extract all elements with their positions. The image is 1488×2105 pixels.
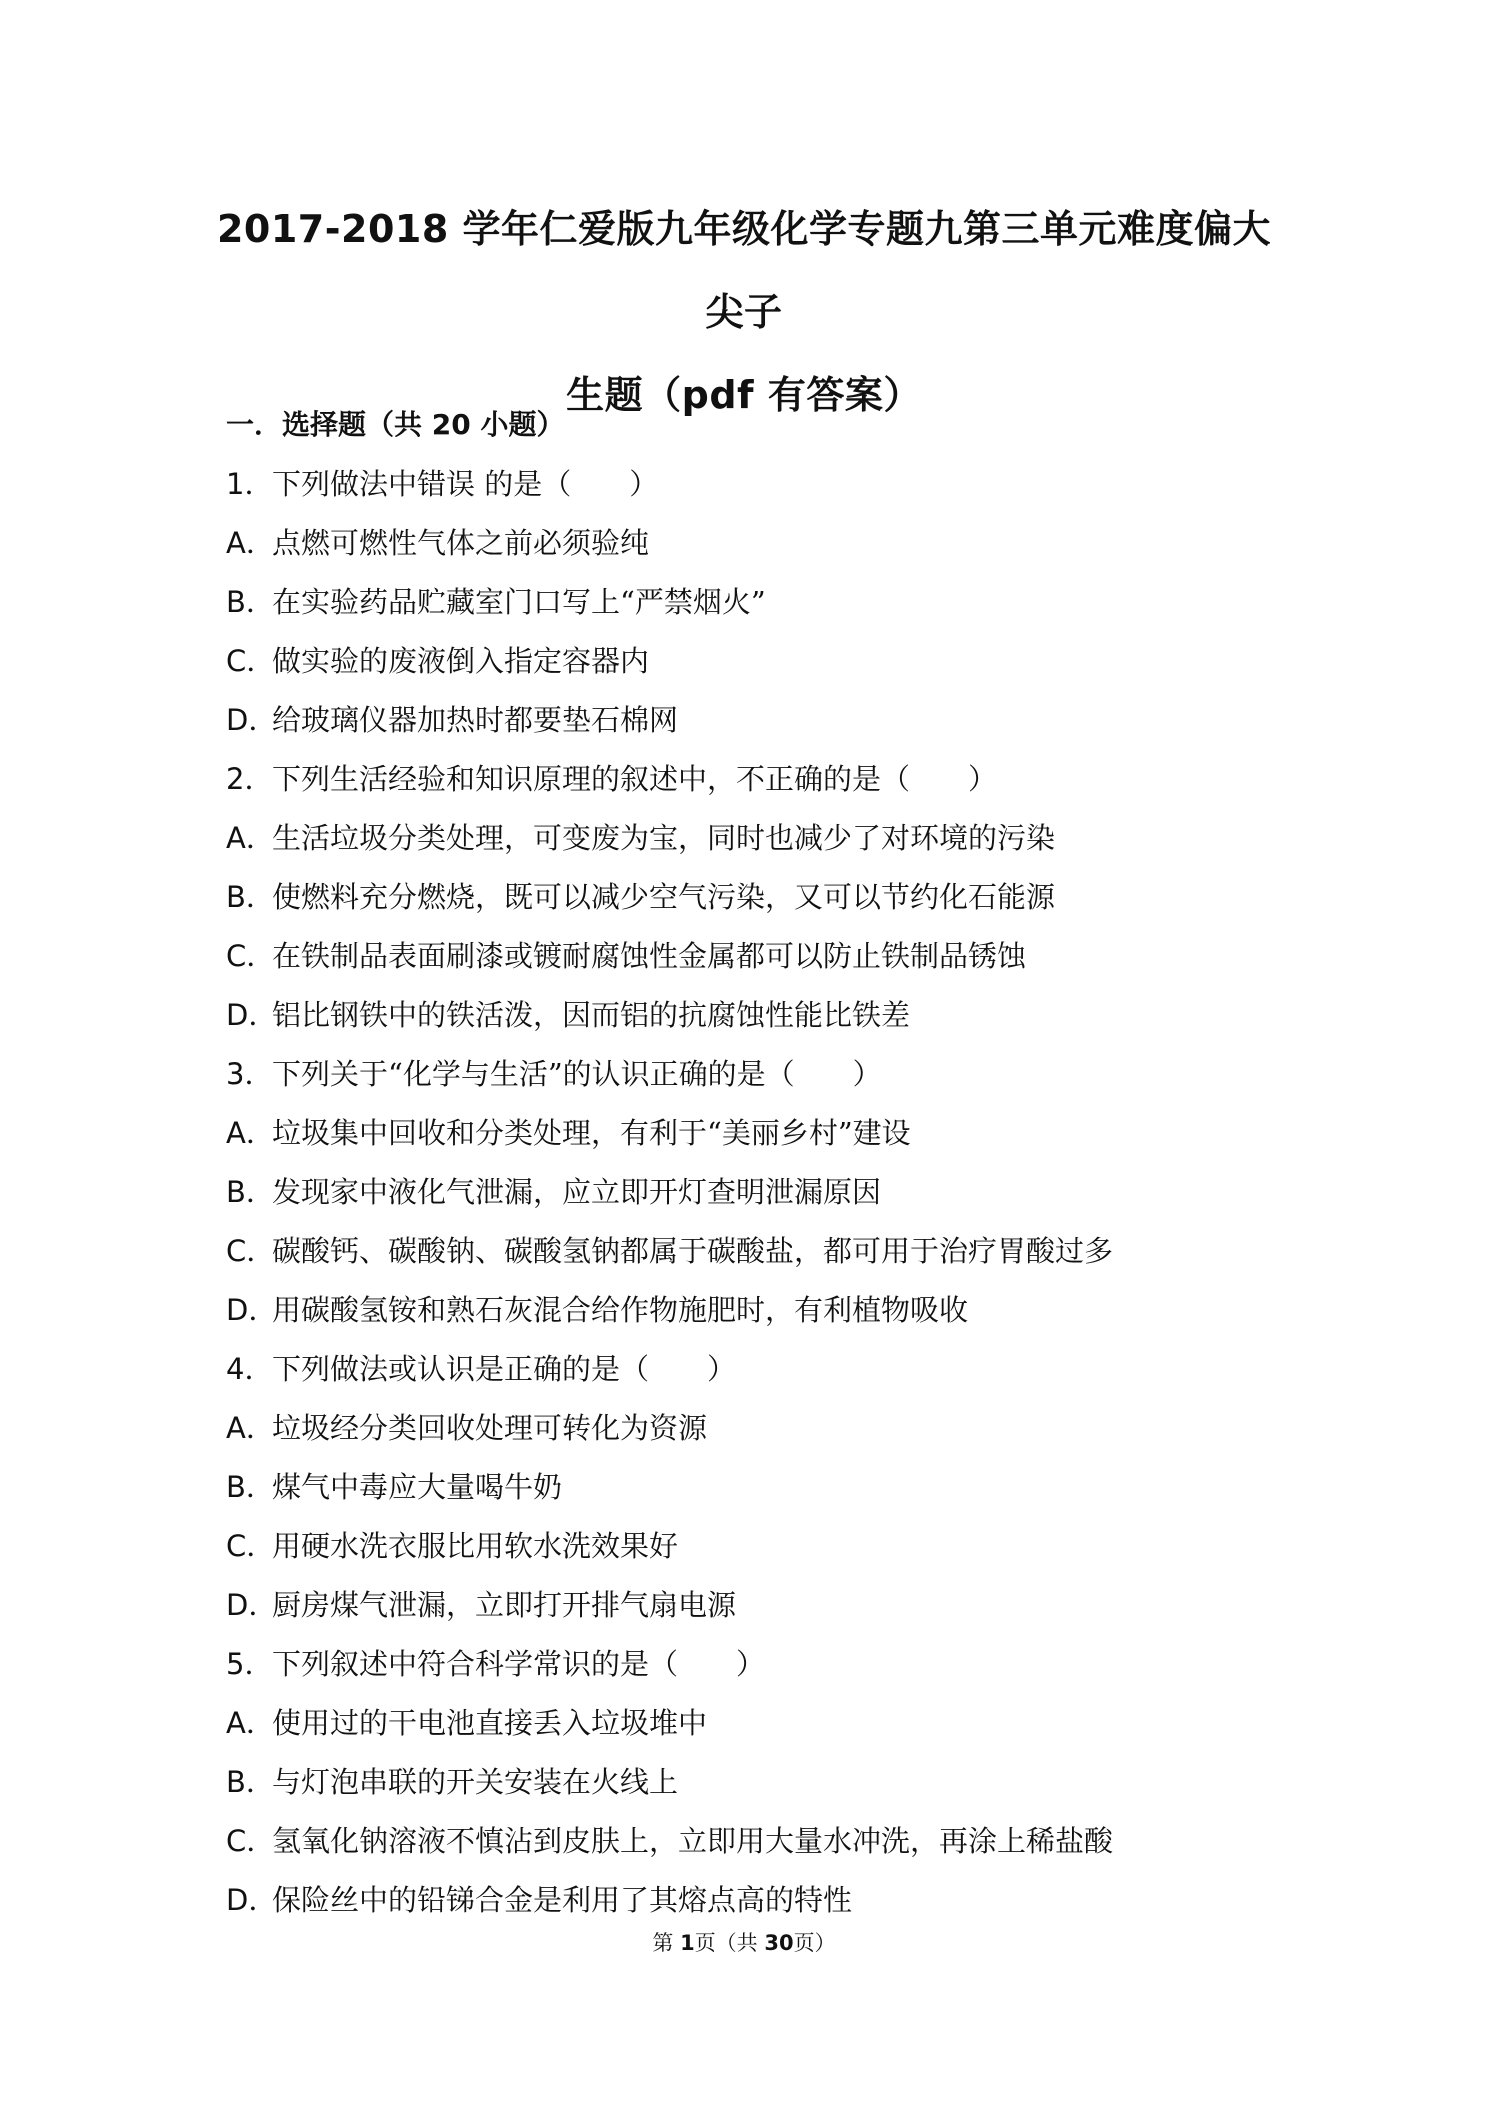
option-text: 与灯泡串联的开关安装在火线上 bbox=[272, 1765, 679, 1799]
option-label: B． bbox=[226, 880, 275, 914]
question-number: 4． bbox=[226, 1352, 274, 1386]
option-label: B． bbox=[226, 1470, 275, 1504]
option-line bbox=[226, 809, 1286, 868]
option-label: A． bbox=[226, 1411, 275, 1445]
option-label: C． bbox=[226, 939, 276, 973]
option-text: 氢氧化钠溶液不慎沾到皮肤上，立即用大量水冲洗，再涂上稀盐酸 bbox=[272, 1824, 1114, 1858]
option-text: 生活垃圾分类处理，可变废为宝，同时也减少了对环境的污染 bbox=[272, 821, 1056, 855]
option-text: 垃圾经分类回收处理可转化为资源 bbox=[272, 1411, 708, 1445]
option-text: 发现家中液化气泄漏，应立即开灯查明泄漏原因 bbox=[272, 1175, 882, 1209]
footer-prefix: 第 bbox=[652, 1931, 681, 1955]
option-text: 厨房煤气泄漏，立即打开排气扇电源 bbox=[272, 1588, 737, 1622]
option-label: C． bbox=[226, 1529, 276, 1563]
option-line bbox=[226, 1694, 1286, 1753]
option-label: C． bbox=[226, 1824, 276, 1858]
option-line bbox=[226, 514, 1286, 573]
option-label: D． bbox=[226, 1588, 278, 1622]
option-label: B． bbox=[226, 585, 275, 619]
option-label: D． bbox=[226, 703, 278, 737]
option-text: 使用过的干电池直接丢入垃圾堆中 bbox=[272, 1706, 708, 1740]
question-number: 3． bbox=[226, 1057, 274, 1091]
option-line bbox=[226, 1871, 1286, 1930]
option-line bbox=[226, 927, 1286, 986]
question-text: 下列生活经验和知识原理的叙述中，不正确的是（ ） bbox=[272, 762, 998, 796]
option-text: 垃圾集中回收和分类处理，有利于“美丽乡村”建设 bbox=[272, 1116, 911, 1150]
question-stem bbox=[226, 1340, 1286, 1399]
option-label: B． bbox=[226, 1765, 275, 1799]
option-line bbox=[226, 1753, 1286, 1812]
option-text: 给玻璃仪器加热时都要垫石棉网 bbox=[272, 703, 679, 737]
footer-middle: 页（共 bbox=[694, 1931, 765, 1955]
option-text: 用碳酸氢铵和熟石灰混合给作物施肥时，有利植物吸收 bbox=[272, 1293, 969, 1327]
question-text: 下列关于“化学与生活”的认识正确的是（ ） bbox=[272, 1057, 882, 1091]
option-label: A． bbox=[226, 821, 275, 855]
question-number: 5． bbox=[226, 1647, 274, 1681]
option-label: C． bbox=[226, 644, 276, 678]
option-line bbox=[226, 1517, 1286, 1576]
question-list bbox=[226, 455, 1286, 1930]
option-line bbox=[226, 1399, 1286, 1458]
question-text: 下列做法中错误 的是（ ） bbox=[272, 467, 659, 501]
section-heading: 一．选择题（共 20 小题） bbox=[226, 408, 565, 441]
question-stem bbox=[226, 1045, 1286, 1104]
title-line-2: 生题（pdf 有答案） bbox=[566, 373, 922, 417]
option-label: A． bbox=[226, 1116, 275, 1150]
question-number: 1． bbox=[226, 467, 274, 501]
option-label: D． bbox=[226, 1883, 278, 1917]
option-line bbox=[226, 1163, 1286, 1222]
option-line bbox=[226, 986, 1286, 1045]
footer-page-number: 1 bbox=[680, 1931, 695, 1955]
option-text: 保险丝中的铅锑合金是利用了其熔点高的特性 bbox=[272, 1883, 853, 1917]
page-footer bbox=[0, 1928, 1488, 1958]
option-label: C． bbox=[226, 1234, 276, 1268]
option-line bbox=[226, 632, 1286, 691]
option-line bbox=[226, 1281, 1286, 1340]
option-text: 用硬水洗衣服比用软水洗效果好 bbox=[272, 1529, 679, 1563]
option-label: A． bbox=[226, 1706, 275, 1740]
option-text: 煤气中毒应大量喝牛奶 bbox=[272, 1470, 563, 1504]
question-number: 2． bbox=[226, 762, 274, 796]
option-line bbox=[226, 1812, 1286, 1871]
footer-total-pages: 30 bbox=[764, 1931, 794, 1955]
question-stem bbox=[226, 455, 1286, 514]
option-text: 点燃可燃性气体之前必须验纯 bbox=[272, 526, 650, 560]
option-text: 铝比钢铁中的铁活泼，因而铝的抗腐蚀性能比铁差 bbox=[272, 998, 911, 1032]
option-label: D． bbox=[226, 1293, 278, 1327]
option-line bbox=[226, 1222, 1286, 1281]
option-line bbox=[226, 1576, 1286, 1635]
option-line bbox=[226, 868, 1286, 927]
option-label: D． bbox=[226, 998, 278, 1032]
option-line bbox=[226, 1458, 1286, 1517]
question-text: 下列做法或认识是正确的是（ ） bbox=[272, 1352, 737, 1386]
option-text: 在实验药品贮藏室门口写上“严禁烟火” bbox=[272, 585, 766, 619]
option-line bbox=[226, 573, 1286, 632]
question-stem bbox=[226, 1635, 1286, 1694]
option-line bbox=[226, 691, 1286, 750]
question-stem bbox=[226, 750, 1286, 809]
option-text: 碳酸钙、碳酸钠、碳酸氢钠都属于碳酸盐，都可用于治疗胃酸过多 bbox=[272, 1234, 1114, 1268]
question-text: 下列叙述中符合科学常识的是（ ） bbox=[272, 1647, 766, 1681]
option-text: 做实验的废液倒入指定容器内 bbox=[272, 644, 650, 678]
footer-suffix: 页） bbox=[793, 1931, 836, 1955]
title-line-1: 2017-2018 学年仁爱版九年级化学专题九第三单元难度偏大尖子 bbox=[216, 207, 1272, 334]
option-line bbox=[226, 1104, 1286, 1163]
option-label: B． bbox=[226, 1175, 275, 1209]
option-text: 在铁制品表面刷漆或镀耐腐蚀性金属都可以防止铁制品锈蚀 bbox=[272, 939, 1027, 973]
option-label: A． bbox=[226, 526, 275, 560]
option-text: 使燃料充分燃烧，既可以减少空气污染，又可以节约化石能源 bbox=[272, 880, 1056, 914]
